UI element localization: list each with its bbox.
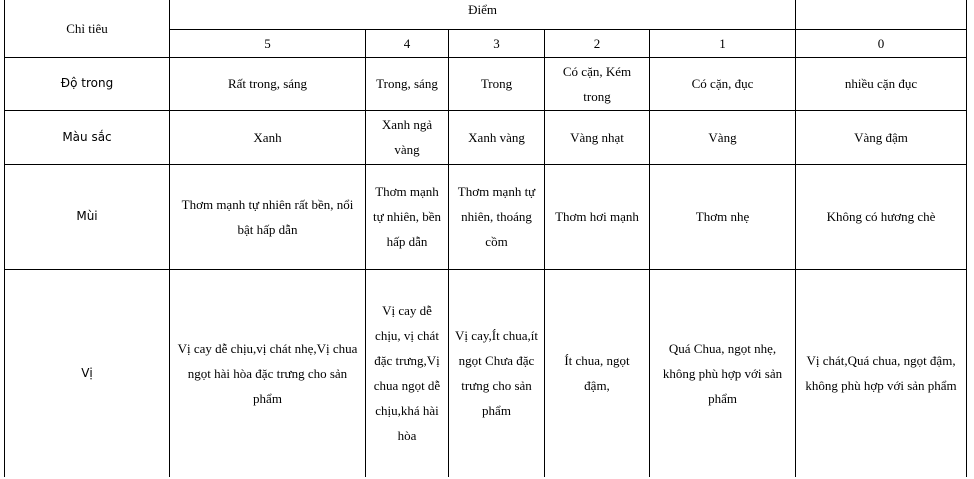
score-header-extension [796, 0, 967, 29]
table-cell: Vàng [650, 110, 796, 164]
criterion-taste: Vị [5, 269, 170, 477]
table-cell: Thơm mạnh tự nhiên, thoáng cồm [449, 164, 545, 269]
table-cell: Thơm hơi mạnh [545, 164, 650, 269]
table-row [5, 57, 967, 110]
criterion-color: Màu sắc [5, 110, 170, 164]
score-level-1: 1 [650, 29, 796, 57]
criterion-aroma: Mùi [5, 164, 170, 269]
table-cell: Có cặn, Kém trong [545, 57, 650, 110]
table-cell: Vị cay dễ chịu, vị chát đặc trưng,Vị chua ngọt dễ chịu,khá hài hòa [366, 269, 449, 477]
table-cell: Trong [449, 57, 545, 110]
table-cell: Vị chát,Quá chua, ngọt đậm, không phù hợp với sản phẩm [796, 269, 967, 477]
table-row [5, 269, 967, 477]
table-cell: Xanh [170, 110, 366, 164]
table-cell: Trong, sáng [366, 57, 449, 110]
score-level-4: 4 [366, 29, 449, 57]
table-cell: Thơm nhẹ [650, 164, 796, 269]
table-cell: Không có hương chè [796, 164, 967, 269]
score-level-2: 2 [545, 29, 650, 57]
table-cell: Vàng nhạt [545, 110, 650, 164]
table-cell: Xanh ngả vàng [366, 110, 449, 164]
table-cell: Thơm mạnh tự nhiên, bền hấp dẫn [366, 164, 449, 269]
table-cell: Vị cay dễ chịu,vị chát nhẹ,Vị chua ngọt hài hòa đặc trưng cho sản phẩm [170, 269, 366, 477]
table-row [5, 164, 967, 269]
table-cell: Thơm mạnh tự nhiên rất bền, nổi bật hấp dẫn [170, 164, 366, 269]
table-cell: Vàng đậm [796, 110, 967, 164]
table-cell: Có cặn, đục [650, 57, 796, 110]
table-cell: nhiều cặn đục [796, 57, 967, 110]
score-level-5: 5 [170, 29, 366, 57]
score-header: Điểm [170, 0, 796, 29]
table-cell: Quá Chua, ngọt nhẹ, không phù hợp với sản phẩm [650, 269, 796, 477]
score-level-3: 3 [449, 29, 545, 57]
score-level-0: 0 [796, 29, 967, 57]
table-cell: Rất trong, sáng [170, 57, 366, 110]
header-row [5, 0, 967, 29]
sensory-score-table [4, 0, 967, 477]
table-cell: Vị cay,Ít chua,ít ngọt Chưa đặc trưng cho sản phẩm [449, 269, 545, 477]
table-cell: Xanh vàng [449, 110, 545, 164]
criterion-clarity: Độ trong [5, 57, 170, 110]
criteria-header: Chỉ tiêu [5, 0, 170, 57]
table-cell: Ít chua, ngọt đậm, [545, 269, 650, 477]
table-row [5, 110, 967, 164]
